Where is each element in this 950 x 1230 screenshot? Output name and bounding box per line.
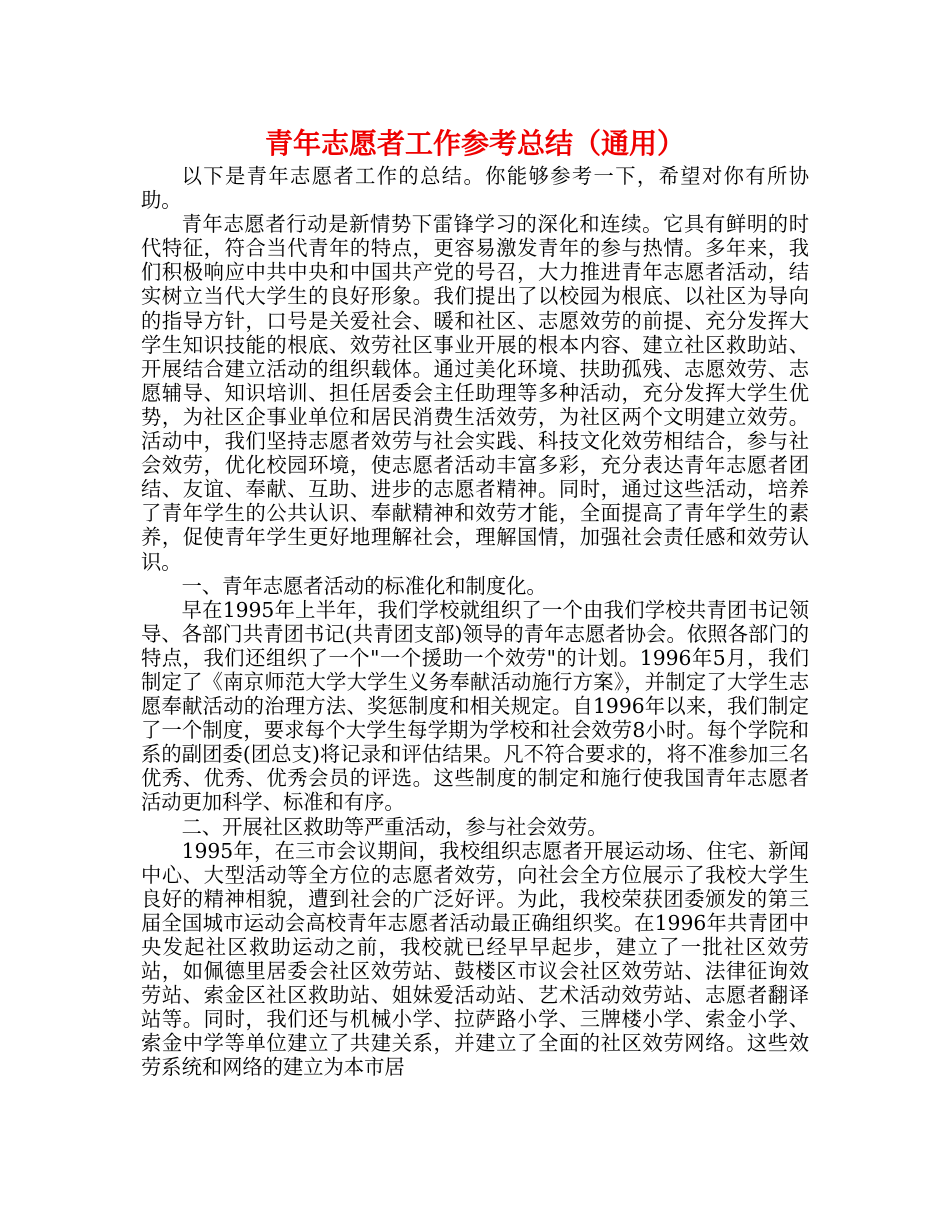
document-title: 青年志愿者工作参考总结（通用）	[264, 127, 685, 160]
paragraph-intro: 以下是青年志愿者工作的总结。你能够参考一下，希望对你有所协助。	[141, 164, 809, 213]
paragraph-section-1: 早在1995年上半年，我们学校就组织了一个由我们学校共青团书记领导、各部门共青团书记(共青团支部)领导的青年志愿者协会。依照各部门的特点，我们还组织了一个"一个援助一个效劳"的计划。1996年5月，我们制定了《南京师范大学大学生义务奉献活动施行方案》，并制定了大学生志愿奉献活动的治理方法、奖惩制度和相关规定。自1996年以来，我们制定了一个制度，要求每个大学生每学期为学校和社会效劳8小时。每个学院和系的副团委(团总支)将记录和评估结果。凡不符合要求的，将不准参加三名优秀、优秀、优秀会员的评选。这些制度的制定和施行使我国青年志愿者活动更加科学、标准和有序。	[141, 597, 809, 815]
document-body	[141, 164, 809, 1080]
paragraph-section-2: 1995年，在三市会议期间，我校组织志愿者开展运动场、住宅、新闻中心、大型活动等全方位的志愿者效劳，向社会全方位展示了我校大学生良好的精神相貌，遭到社会的广泛好评。为此，我校荣获团委颁发的第三届全国城市运动会高校青年志愿者活动最正确组织奖。在1996年共青团中央发起社区救助运动之前，我校就已经早早起步，建立了一批社区效劳站，如佩德里居委会社区效劳站、鼓楼区市议会社区效劳站、法律征询效劳站、索金区社区救助站、姐妹爱活动站、艺术活动效劳站、志愿者翻译站等。同时，我们还与机械小学、拉萨路小学、三牌楼小学、索金小学、索金中学等单位建立了共建关系，并建立了全面的社区效劳网络。这些效劳系统和网络的建立为本市居	[141, 838, 809, 1080]
section-heading-2: 二、开展社区救助等严重活动，参与社会效劳。	[181, 814, 608, 839]
paragraph-overview: 青年志愿者行动是新情势下雷锋学习的深化和连续。它具有鲜明的时代特征，符合当代青年的特点，更容易激发青年的参与热情。多年来，我们积极响应中共中央和中国共产党的号召，大力推进青年志愿者活动，结实树立当代大学生的良好形象。我们提出了以校园为根底、以社区为导向的指导方针，口号是关爱社会、暖和社区、志愿效劳的前提、充分发挥大学生知识技能的根底、效劳社区事业开展的根本内容、建立社区救助站、开展结合建立活动的组织载体。通过美化环境、扶助孤残、志愿效劳、志愿辅导、知识培训、担任居委会主任助理等多种活动，充分发挥大学生优势，为社区企事业单位和居民消费生活效劳，为社区两个文明建立效劳。活动中，我们坚持志愿者效劳与社会实践、科技文化效劳相结合，参与社会效劳，优化校园环境，使志愿者活动丰富多彩，充分表达青年志愿者团结、友谊、奉献、互助、进步的志愿者精神。同时，通过这些活动，培养了青年学生的公共认识、奉献精神和效劳才能，全面提高了青年学生的素养，促使青年学生更好地理解社会，理解国情，加强社会责任感和效劳认识。	[141, 212, 809, 574]
section-heading-1: 一、青年志愿者活动的标准化和制度化。	[181, 573, 547, 598]
